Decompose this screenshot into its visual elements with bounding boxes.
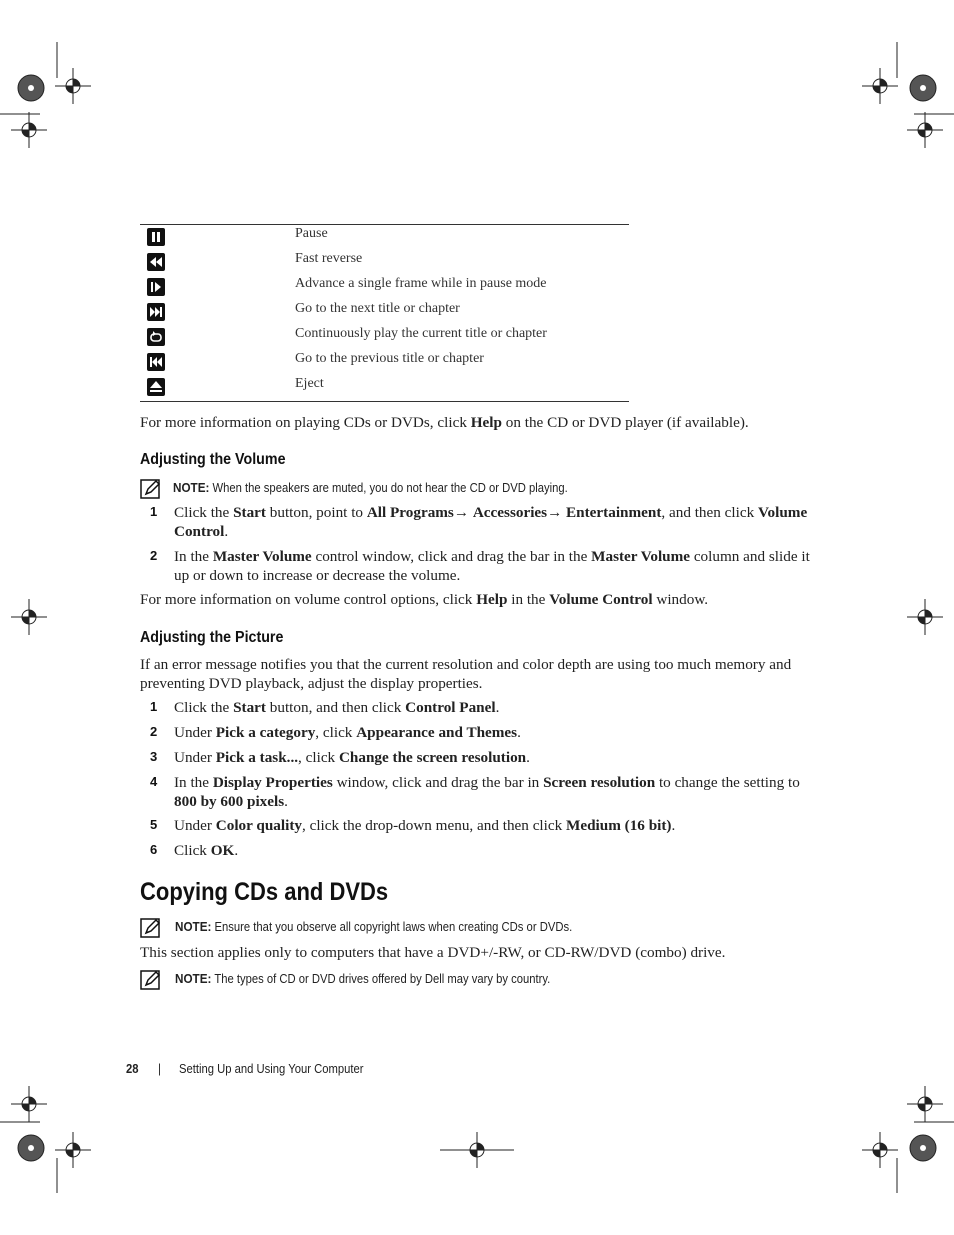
picture-step-6	[140, 841, 820, 861]
table-row	[140, 375, 629, 400]
control-label: Fast reverse	[295, 251, 363, 266]
step-text: In the Master Volume control window, click and drag the bar in the Master Volume column and slide it up or down to increase or decrease the volume.	[174, 548, 810, 584]
picture-step-4	[140, 773, 820, 811]
table-row	[140, 275, 629, 300]
step-number: 6	[150, 842, 158, 857]
step-text: Under Pick a category, click Appearance and Themes.	[174, 724, 521, 741]
volume-closing-paragraph: For more information on volume control options, click Help in the Volume Control window.	[140, 591, 709, 608]
step-number: 1	[150, 699, 158, 714]
step-text: Click OK.	[174, 842, 239, 859]
step-text: In the Display Properties window, click and drag the bar in Screen resolution to change the setting to 800 by 600 pixels.	[174, 774, 800, 810]
repeat-icon	[147, 328, 165, 346]
picture-step-5	[140, 816, 820, 836]
volume-step-2	[140, 547, 820, 585]
table-row	[140, 350, 629, 375]
step-text: Under Color quality, click the drop-down menu, and then click Medium (16 bit).	[174, 817, 676, 834]
step-number: 4	[150, 774, 158, 789]
previous-chapter-icon	[147, 353, 165, 371]
note-pencil-icon	[140, 918, 162, 938]
control-label: Eject	[295, 376, 324, 391]
table-row	[140, 300, 629, 325]
playback-controls-table	[140, 224, 629, 402]
picture-step-2	[140, 723, 820, 743]
step-number: 3	[150, 749, 158, 764]
help-term: Help	[470, 414, 502, 431]
step-number: 2	[150, 724, 158, 739]
step-text: Click the Start button, and then click Control Panel.	[174, 699, 500, 716]
picture-step-3	[140, 748, 820, 768]
note-text: The types of CD or DVD drives offered by Dell may vary by country.	[211, 972, 551, 986]
picture-intro-paragraph: If an error message notifies you that the current resolution and color depth are using too much memory and preventing DVD playback, adjust the display properties.	[140, 656, 792, 692]
control-label: Continuously play the current title or chapter	[295, 326, 547, 341]
note-pencil-icon	[140, 970, 162, 990]
picture-heading: Adjusting the Picture	[140, 629, 284, 646]
copying-heading: Copying CDs and DVDs	[140, 878, 389, 906]
note-text: Ensure that you observe all copyright laws when creating CDs or DVDs.	[211, 920, 573, 934]
eject-icon	[147, 378, 165, 396]
table-row	[140, 250, 629, 275]
control-label: Go to the previous title or chapter	[295, 351, 484, 366]
note-pencil-icon	[140, 479, 162, 499]
picture-step-1	[140, 698, 820, 718]
control-label: Go to the next title or chapter	[295, 301, 460, 316]
step-text: Click the Start button, point to All Programs→ Accessories→ Entertainment, and then click Volume Control.	[174, 504, 808, 540]
next-chapter-icon	[147, 303, 165, 321]
note-label: NOTE:	[175, 971, 212, 986]
note-text: When the speakers are muted, you do not hear the CD or DVD playing.	[209, 481, 568, 495]
footer-section-title: Setting Up and Using Your Computer	[179, 1062, 364, 1076]
intro-paragraph	[140, 413, 830, 432]
page-number: 28	[126, 1062, 139, 1076]
footer-separator: |	[158, 1062, 161, 1076]
control-label: Pause	[295, 226, 328, 241]
step-number: 1	[150, 504, 158, 519]
note-label: NOTE:	[175, 919, 212, 934]
step-number: 2	[150, 548, 158, 563]
fast-reverse-icon	[147, 253, 165, 271]
volume-heading: Adjusting the Volume	[140, 451, 286, 468]
note-label: NOTE:	[173, 480, 210, 495]
table-row	[140, 225, 629, 250]
pause-icon	[147, 228, 165, 246]
volume-step-1	[140, 503, 820, 541]
step-number: 5	[150, 817, 158, 832]
intro-text: For more information on playing CDs or DVDs, click	[140, 414, 471, 431]
frame-advance-icon	[147, 278, 165, 296]
copying-paragraph: This section applies only to computers that have a DVD+/-RW, or CD-RW/DVD (combo) drive.	[140, 944, 726, 961]
intro-text-end: on the CD or DVD player (if available).	[501, 414, 749, 431]
table-row	[140, 325, 629, 350]
control-label: Advance a single frame while in pause mode	[295, 276, 547, 291]
step-text: Under Pick a task..., click Change the screen resolution.	[174, 749, 530, 766]
